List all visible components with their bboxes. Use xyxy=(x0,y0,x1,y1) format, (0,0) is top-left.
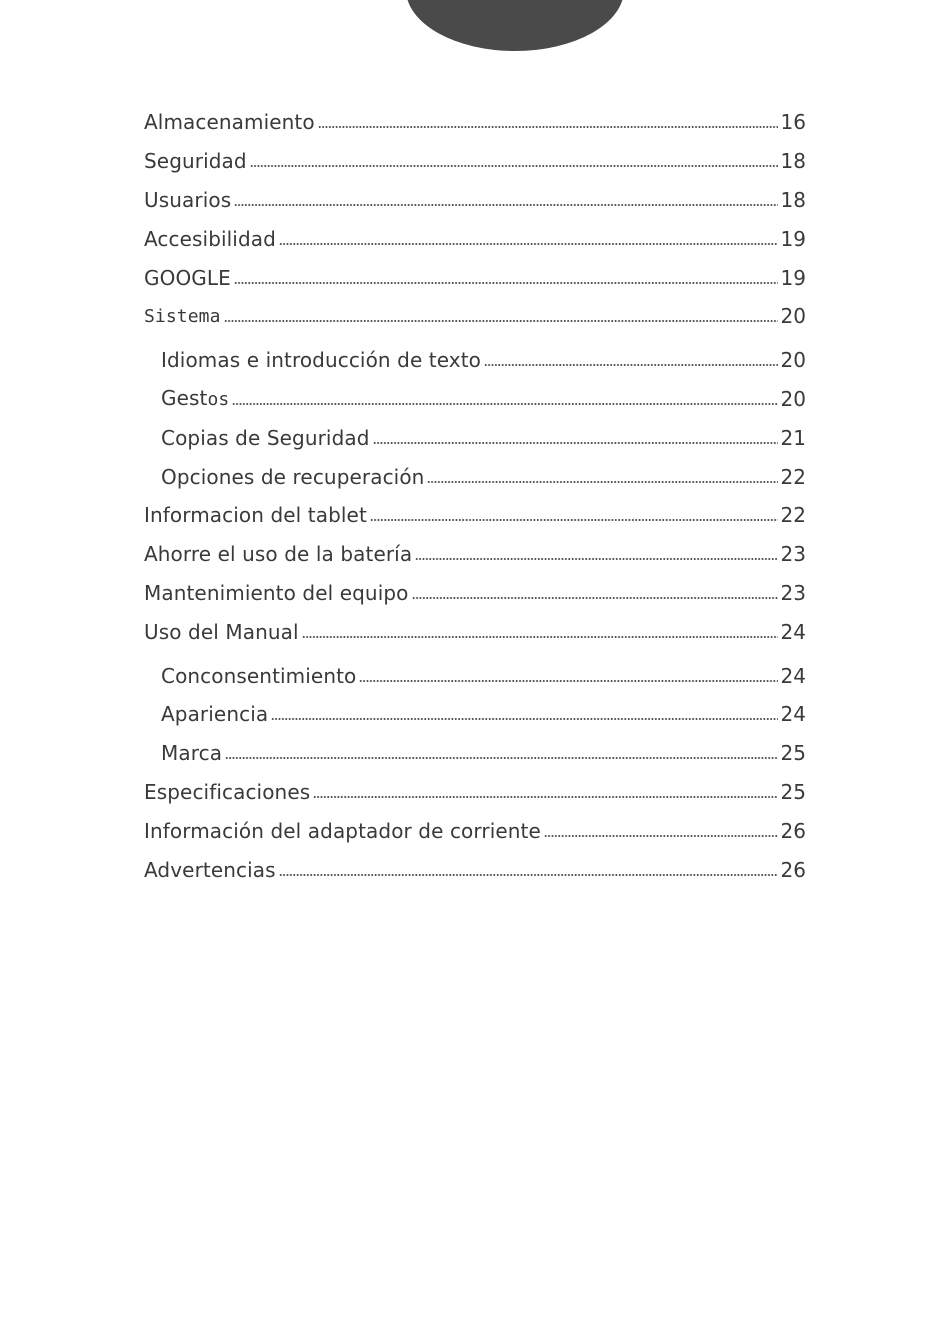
toc-entry-title: Gestos xyxy=(161,385,230,410)
toc-entry-page: 16 xyxy=(780,110,806,135)
toc-subentry[interactable] xyxy=(144,457,806,496)
dot-leader xyxy=(271,718,777,720)
page-tab-decoration xyxy=(406,0,624,51)
toc-entry-page: 20 xyxy=(780,304,806,329)
toc-entry-page: 22 xyxy=(780,464,806,489)
dot-leader xyxy=(234,204,777,206)
toc-entry[interactable] xyxy=(144,297,806,336)
toc-entry-title: Sistema xyxy=(144,306,221,328)
toc-entry-title: Mantenimiento del equipo xyxy=(144,580,409,605)
toc-entry[interactable] xyxy=(144,258,806,297)
toc-entry-page: 18 xyxy=(780,149,806,174)
dot-leader xyxy=(373,442,778,444)
toc-entry-title: Marca xyxy=(161,741,223,766)
toc-entry-page: 25 xyxy=(780,741,806,766)
toc-entry-page: 18 xyxy=(780,187,806,212)
dot-leader xyxy=(415,558,777,560)
toc-entry-title: Opciones de recuperación xyxy=(161,464,425,489)
dot-leader xyxy=(370,519,778,521)
dot-leader xyxy=(279,874,778,876)
table-of-contents xyxy=(144,103,806,889)
toc-entry-page: 19 xyxy=(780,265,806,290)
toc-entry-title: Uso del Manual xyxy=(144,619,299,644)
dot-leader xyxy=(225,757,778,759)
dot-leader xyxy=(359,680,777,682)
toc-entry[interactable] xyxy=(144,181,806,220)
toc-entry-page: 20 xyxy=(780,386,806,411)
toc-entry[interactable] xyxy=(144,535,806,574)
dot-leader xyxy=(412,597,778,599)
toc-entry[interactable] xyxy=(144,142,806,181)
toc-entry-title: Ahorre el uso de la batería xyxy=(144,542,413,567)
toc-entry-page: 23 xyxy=(780,542,806,567)
toc-entry[interactable] xyxy=(144,612,806,651)
toc-entry-title: Seguridad xyxy=(144,149,247,174)
toc-entry-title: Conconsentimiento xyxy=(161,663,357,688)
toc-entry[interactable] xyxy=(144,773,806,812)
dot-leader xyxy=(224,320,778,322)
toc-entry-page: 24 xyxy=(780,619,806,644)
toc-entry[interactable] xyxy=(144,811,806,850)
dot-leader xyxy=(234,282,778,284)
toc-entry-page: 22 xyxy=(780,503,806,528)
dot-leader xyxy=(250,165,778,167)
toc-entry-page: 26 xyxy=(780,857,806,882)
toc-entry-title: Almacenamiento xyxy=(144,110,315,135)
toc-entry-title: Copias de Seguridad xyxy=(161,425,370,450)
dot-leader xyxy=(318,126,778,128)
dot-leader xyxy=(427,481,777,483)
toc-entry-title: Usuarios xyxy=(144,187,232,212)
toc-entry-page: 23 xyxy=(780,580,806,605)
dot-leader xyxy=(544,835,778,837)
toc-entry-page: 26 xyxy=(780,818,806,843)
toc-entry-title: GOOGLE xyxy=(144,265,231,290)
dot-leader xyxy=(484,364,778,366)
dot-leader xyxy=(302,636,778,638)
toc-subentry[interactable] xyxy=(144,418,806,457)
toc-entry-page: 20 xyxy=(780,348,806,373)
toc-entry-title: Informacion del tablet xyxy=(144,503,367,528)
toc-subentry[interactable] xyxy=(144,656,806,695)
toc-entry[interactable] xyxy=(144,850,806,889)
toc-entry-title: Advertencias xyxy=(144,857,276,882)
toc-entry-page: 24 xyxy=(780,663,806,688)
toc-entry-page: 25 xyxy=(780,779,806,804)
toc-entry[interactable] xyxy=(144,103,806,142)
toc-entry-title: Especificaciones xyxy=(144,779,311,804)
toc-subentry[interactable] xyxy=(144,380,806,419)
toc-entry-page: 24 xyxy=(780,702,806,727)
toc-entry-page: 21 xyxy=(780,425,806,450)
toc-entry-page: 19 xyxy=(780,226,806,251)
toc-entry[interactable] xyxy=(144,496,806,535)
toc-subentry[interactable] xyxy=(144,734,806,773)
toc-entry-title: Apariencia xyxy=(161,702,269,727)
toc-entry-title: Información del adaptador de corriente xyxy=(144,818,541,843)
toc-entry-title: Idiomas e introducción de texto xyxy=(161,348,482,373)
dot-leader xyxy=(279,243,778,245)
toc-entry[interactable] xyxy=(144,219,806,258)
toc-entry[interactable] xyxy=(144,574,806,613)
toc-subentry[interactable] xyxy=(144,341,806,380)
dot-leader xyxy=(232,403,777,405)
toc-subentry[interactable] xyxy=(144,695,806,734)
toc-entry-title: Accesibilidad xyxy=(144,226,276,251)
dot-leader xyxy=(313,796,777,798)
